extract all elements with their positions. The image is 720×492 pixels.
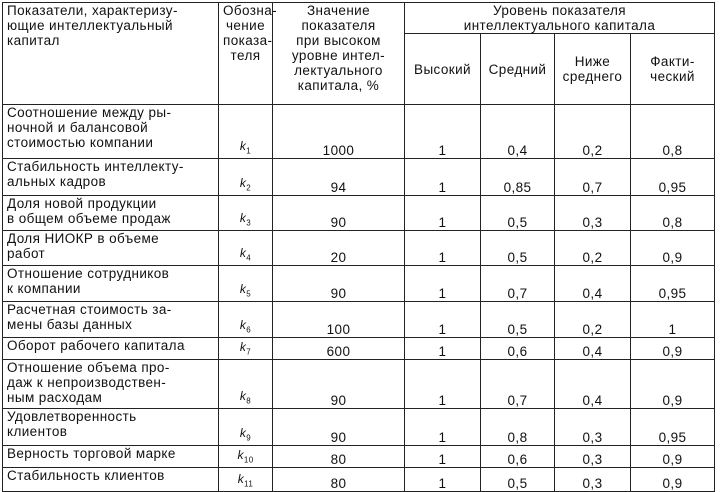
row-level-actual: 0,95 <box>631 159 715 196</box>
row-level-actual: 0,9 <box>631 231 715 266</box>
row-indicator-name: Соотношение между ры- ночной и балансовой стоимостью компании <box>3 105 219 159</box>
row-value-high: 90 <box>273 266 405 302</box>
row-level-medium: 0,8 <box>481 409 555 446</box>
row-level-below-medium: 0,2 <box>555 231 631 266</box>
row-indicator-name: Отношение сотрудников к компании <box>3 266 219 302</box>
row-level-below-medium: 0,2 <box>555 105 631 159</box>
header-level-high: Высокий <box>405 34 481 105</box>
row-level-medium: 0,7 <box>481 360 555 409</box>
row-symbol: $k_2$ <box>219 159 273 196</box>
row-level-medium: 0,6 <box>481 338 555 360</box>
row-symbol: $k_9$ <box>219 409 273 446</box>
row-value-high: 80 <box>273 446 405 468</box>
row-level-high: 1 <box>405 159 481 196</box>
row-level-high: 1 <box>405 338 481 360</box>
header-level: Уровень показателя интеллектуального капитала <box>405 3 715 34</box>
header-value-high: Значение показателя при высоком уровне интел- лектуального капитала, % <box>273 3 405 105</box>
row-indicator-name: Доля новой продукции в общем объеме продаж <box>3 196 219 231</box>
header-indicators: Показатели, характеризу- ющие интеллектуальный капитал <box>3 3 219 105</box>
row-level-medium: 0,85 <box>481 159 555 196</box>
table-row <box>3 360 715 409</box>
table-row <box>3 338 715 360</box>
row-level-high: 1 <box>405 446 481 468</box>
row-level-medium: 0,5 <box>481 196 555 231</box>
row-level-high: 1 <box>405 266 481 302</box>
row-level-below-medium: 0,3 <box>555 468 631 492</box>
row-level-below-medium: 0,2 <box>555 302 631 338</box>
row-level-below-medium: 0,7 <box>555 159 631 196</box>
row-level-actual: 0,9 <box>631 468 715 492</box>
row-level-below-medium: 0,4 <box>555 338 631 360</box>
table-row <box>3 409 715 446</box>
table-row <box>3 159 715 196</box>
row-level-high: 1 <box>405 196 481 231</box>
row-symbol: $k_{10}$ <box>219 446 273 468</box>
row-level-actual: 0,9 <box>631 360 715 409</box>
header-level-medium: Средний <box>481 34 555 105</box>
row-level-medium: 0,5 <box>481 302 555 338</box>
row-indicator-name: Оборот рабочего капитала <box>3 338 219 360</box>
row-level-below-medium: 0,3 <box>555 446 631 468</box>
row-level-actual: 1 <box>631 302 715 338</box>
row-level-actual: 0,95 <box>631 266 715 302</box>
table-row <box>3 468 715 492</box>
row-symbol: $k_3$ <box>219 196 273 231</box>
row-value-high: 90 <box>273 196 405 231</box>
row-level-below-medium: 0,3 <box>555 196 631 231</box>
row-symbol: $k_8$ <box>219 360 273 409</box>
table-row <box>3 266 715 302</box>
row-indicator-name: Стабильность клиентов <box>3 468 219 492</box>
table-row <box>3 196 715 231</box>
header-designation: Обозна- чение показа- теля <box>219 3 273 105</box>
table-row <box>3 302 715 338</box>
row-symbol: $k_4$ <box>219 231 273 266</box>
row-level-high: 1 <box>405 360 481 409</box>
row-indicator-name: Удовлетворенность клиентов <box>3 409 219 446</box>
row-value-high: 20 <box>273 231 405 266</box>
row-indicator-name: Верность торговой марке <box>3 446 219 468</box>
row-level-actual: 0,9 <box>631 338 715 360</box>
row-level-high: 1 <box>405 468 481 492</box>
row-level-medium: 0,4 <box>481 105 555 159</box>
row-indicator-name: Расчетная стоимость за- мены базы данных <box>3 302 219 338</box>
row-level-high: 1 <box>405 231 481 266</box>
header-level-actual: Факти- ческий <box>631 34 715 105</box>
row-symbol: $k_1$ <box>219 105 273 159</box>
indicators-table <box>2 2 715 492</box>
row-level-actual: 0,95 <box>631 409 715 446</box>
row-level-medium: 0,6 <box>481 446 555 468</box>
row-level-medium: 0,7 <box>481 266 555 302</box>
row-symbol: $k_{11}$ <box>219 468 273 492</box>
row-symbol: $k_7$ <box>219 338 273 360</box>
row-indicator-name: Доля НИОКР в объеме работ <box>3 231 219 266</box>
row-level-high: 1 <box>405 105 481 159</box>
row-indicator-name: Стабильность интеллекту- альных кадров <box>3 159 219 196</box>
row-value-high: 600 <box>273 338 405 360</box>
row-level-actual: 0,8 <box>631 105 715 159</box>
row-symbol: $k_6$ <box>219 302 273 338</box>
row-level-medium: 0,5 <box>481 468 555 492</box>
row-value-high: 90 <box>273 360 405 409</box>
row-value-high: 100 <box>273 302 405 338</box>
row-indicator-name: Отношение объема про- даж к непроизводствен- ным расходам <box>3 360 219 409</box>
table-row <box>3 105 715 159</box>
table-row <box>3 231 715 266</box>
row-level-medium: 0,5 <box>481 231 555 266</box>
row-value-high: 80 <box>273 468 405 492</box>
row-level-actual: 0,8 <box>631 196 715 231</box>
header-row-1 <box>3 3 715 34</box>
table-row <box>3 446 715 468</box>
row-level-below-medium: 0,3 <box>555 409 631 446</box>
row-value-high: 1000 <box>273 105 405 159</box>
row-level-high: 1 <box>405 409 481 446</box>
header-level-below-medium: Ниже среднего <box>555 34 631 105</box>
row-level-high: 1 <box>405 302 481 338</box>
row-value-high: 94 <box>273 159 405 196</box>
row-level-actual: 0,9 <box>631 446 715 468</box>
row-symbol: $k_5$ <box>219 266 273 302</box>
document-page <box>2 2 714 491</box>
row-level-below-medium: 0,4 <box>555 360 631 409</box>
row-value-high: 90 <box>273 409 405 446</box>
row-level-below-medium: 0,4 <box>555 266 631 302</box>
